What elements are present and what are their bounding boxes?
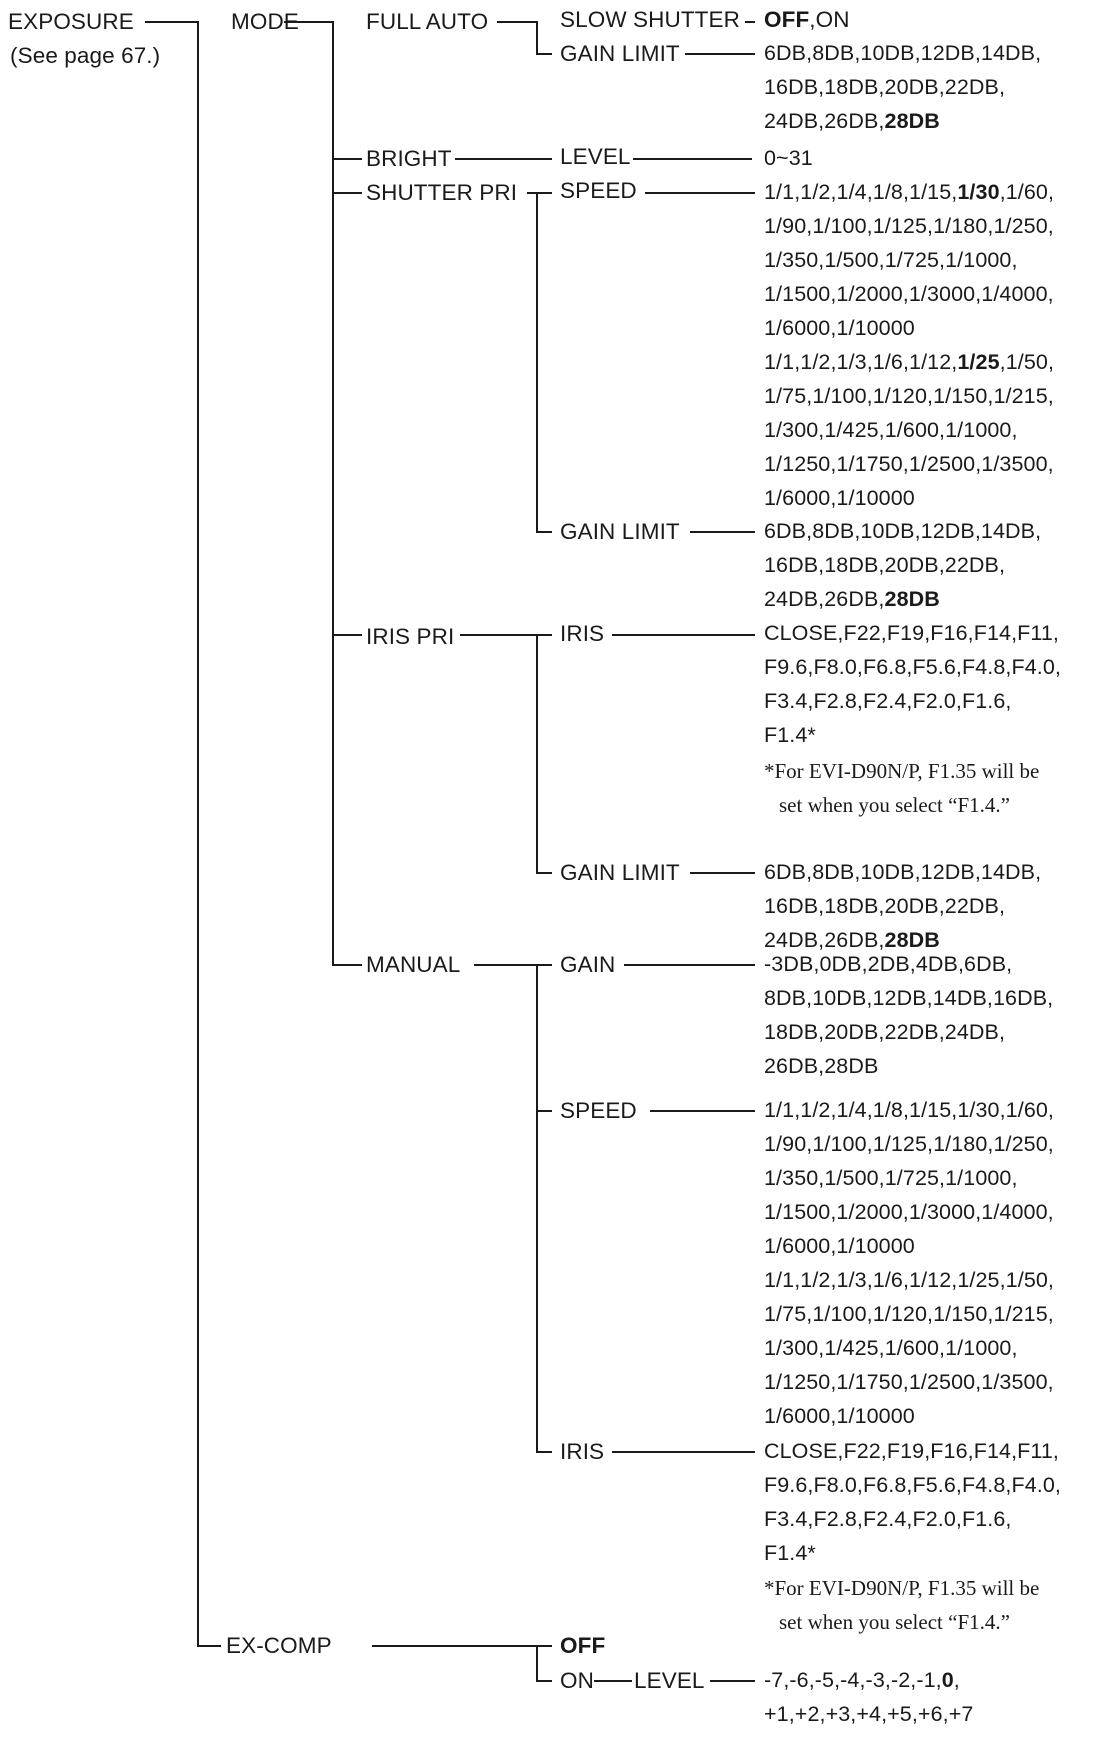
default-value: OFF: [560, 1633, 606, 1658]
connector: [197, 21, 199, 1645]
connector: [145, 21, 199, 23]
iris-values: F1.4*: [764, 723, 816, 747]
gain-values: -3DB,0DB,2DB,4DB,6DB,: [764, 952, 1013, 976]
node-ex-comp-on: ON: [560, 1668, 594, 1693]
node-manual: MANUAL: [366, 952, 461, 977]
gain-limit-values: 16DB,18DB,20DB,22DB,: [764, 553, 1006, 577]
node-iris: IRIS: [560, 621, 605, 646]
speed-values: 1/6000,1/10000: [764, 1234, 915, 1258]
connector: [372, 1645, 552, 1647]
option-value: ON: [815, 7, 850, 32]
default-value: 28DB: [884, 587, 940, 611]
connector: [685, 53, 755, 55]
speed-values: 1/350,1/500,1/725,1/1000,: [764, 1166, 1018, 1190]
connector: [536, 1451, 552, 1453]
default-value: 28DB: [884, 109, 940, 133]
node-level: LEVEL: [560, 144, 631, 169]
connector: [536, 872, 552, 874]
iris-footnote: set when you select “F1.4.”: [779, 1610, 1010, 1634]
connector: [536, 192, 538, 531]
slow-shutter-values: OFF,ON: [764, 7, 850, 32]
node-exposure: EXPOSURE: [8, 9, 134, 34]
connector: [536, 531, 552, 533]
iris-values: F9.6,F8.0,F6.8,F5.6,F4.8,F4.0,: [764, 655, 1061, 679]
value-text: 1/1,1/2,1/4,1/8,1/15,: [764, 180, 958, 204]
node-gain: GAIN: [560, 952, 616, 977]
node-bright: BRIGHT: [366, 146, 452, 171]
connector: [690, 872, 755, 874]
iris-values: CLOSE,F22,F19,F16,F14,F11,: [764, 621, 1059, 645]
connector: [633, 158, 752, 160]
connector: [332, 21, 334, 964]
node-gain-limit: GAIN LIMIT: [560, 41, 680, 66]
node-level: LEVEL: [634, 1668, 705, 1693]
connector: [332, 964, 362, 966]
node-ex-comp: EX-COMP: [226, 1633, 332, 1658]
connector: [497, 21, 538, 23]
connector: [536, 1110, 552, 1112]
iris-values: F9.6,F8.0,F6.8,F5.6,F4.8,F4.0,: [764, 1473, 1061, 1497]
value-text: -7,-6,-5,-4,-3,-2,-1,: [764, 1668, 942, 1692]
gain-limit-values: 6DB,8DB,10DB,12DB,14DB,: [764, 519, 1042, 543]
connector: [536, 21, 538, 53]
gain-limit-values: 16DB,18DB,20DB,22DB,: [764, 75, 1006, 99]
value-text: 24DB,26DB,: [764, 109, 885, 133]
iris-values: F3.4,F2.8,F2.4,F2.0,F1.6,: [764, 689, 1012, 713]
default-value: 28DB: [884, 928, 940, 952]
speed-values: [764, 179, 1054, 206]
connector: [612, 1451, 755, 1453]
speed-values: 1/1,1/2,1/4,1/8,1/15,1/30,1/60,: [764, 1098, 1055, 1122]
speed-values: 1/6000,1/10000: [764, 1404, 915, 1428]
iris-values: CLOSE,F22,F19,F16,F14,F11,: [764, 1439, 1059, 1463]
connector: [536, 634, 538, 872]
iris-footnote: set when you select “F1.4.”: [779, 793, 1010, 817]
gain-limit-values: 6DB,8DB,10DB,12DB,14DB,: [764, 860, 1042, 884]
connector: [650, 1110, 755, 1112]
node-gain-limit: GAIN LIMIT: [560, 860, 680, 885]
node-mode: MODE: [231, 9, 299, 34]
iris-values: F3.4,F2.8,F2.4,F2.0,F1.6,: [764, 1507, 1012, 1531]
connector: [332, 634, 362, 636]
connector: [536, 1645, 538, 1680]
speed-values: 1/75,1/100,1/120,1/150,1/215,: [764, 1302, 1054, 1326]
connector: [332, 192, 362, 194]
speed-values: 1/350,1/500,1/725,1/1000,: [764, 248, 1018, 272]
speed-values: 1/1,1/2,1/3,1/6,1/12,1/25,1/50,: [764, 1268, 1055, 1292]
speed-values: 1/300,1/425,1/600,1/1000,: [764, 1336, 1018, 1360]
connector: [197, 1645, 221, 1647]
speed-values: 1/300,1/425,1/600,1/1000,: [764, 418, 1018, 442]
gain-limit-values: 6DB,8DB,10DB,12DB,14DB,: [764, 41, 1042, 65]
iris-footnote: *For EVI-D90N/P, F1.35 will be: [764, 759, 1040, 783]
connector: [460, 634, 552, 636]
speed-values: [764, 349, 1054, 376]
connector: [455, 158, 552, 160]
page-reference: (See page 67.): [10, 43, 161, 68]
gain-limit-values: 16DB,18DB,20DB,22DB,: [764, 894, 1006, 918]
connector: [536, 964, 538, 1451]
connector: [474, 964, 552, 966]
gain-limit-values: [764, 927, 940, 954]
gain-limit-values: [764, 586, 940, 613]
node-ex-comp-off: [560, 1632, 605, 1659]
gain-values: 18DB,20DB,22DB,24DB,: [764, 1020, 1006, 1044]
connector: [612, 634, 755, 636]
value-text: 24DB,26DB,: [764, 587, 885, 611]
speed-values: 1/6000,1/10000: [764, 486, 915, 510]
value-text: ,1/50,: [999, 350, 1055, 374]
node-iris: IRIS: [560, 1439, 605, 1464]
connector: [594, 1680, 632, 1682]
value-text: 24DB,26DB,: [764, 928, 885, 952]
default-value: OFF: [764, 7, 810, 32]
speed-values: 1/1500,1/2000,1/3000,1/4000,: [764, 1200, 1054, 1224]
connector: [536, 192, 552, 194]
connector: [536, 53, 552, 55]
iris-values: F1.4*: [764, 1541, 816, 1565]
node-speed: SPEED: [560, 1098, 637, 1123]
speed-values: 1/6000,1/10000: [764, 316, 915, 340]
default-value: 1/30: [957, 180, 1000, 204]
speed-values: 1/90,1/100,1/125,1/180,1/250,: [764, 214, 1054, 238]
speed-values: 1/1500,1/2000,1/3000,1/4000,: [764, 282, 1054, 306]
node-iris-pri: IRIS PRI: [366, 624, 455, 649]
gain-limit-values: [764, 108, 940, 135]
speed-values: 1/1250,1/1750,1/2500,1/3500,: [764, 452, 1054, 476]
connector: [745, 21, 755, 23]
value-text: 1/1,1/2,1/3,1/6,1/12,: [764, 350, 958, 374]
node-gain-limit: GAIN LIMIT: [560, 519, 680, 544]
connector: [645, 192, 755, 194]
default-value: 0: [941, 1668, 954, 1692]
level-values: +1,+2,+3,+4,+5,+6,+7: [764, 1702, 974, 1726]
iris-footnote: *For EVI-D90N/P, F1.35 will be: [764, 1576, 1040, 1600]
value-text: ,1/60,: [999, 180, 1055, 204]
connector: [536, 1680, 552, 1682]
default-value: 1/25: [957, 350, 1000, 374]
connector: [332, 158, 362, 160]
connector: [624, 964, 755, 966]
level-range: 0~31: [764, 146, 813, 170]
node-speed: SPEED: [560, 178, 637, 203]
gain-values: 8DB,10DB,12DB,14DB,16DB,: [764, 986, 1054, 1010]
level-values: [764, 1667, 960, 1694]
value-text: ,: [953, 1668, 960, 1692]
gain-values: 26DB,28DB: [764, 1054, 879, 1078]
node-shutter-pri: SHUTTER PRI: [366, 180, 518, 205]
speed-values: 1/75,1/100,1/120,1/150,1/215,: [764, 384, 1054, 408]
connector: [690, 531, 755, 533]
node-full-auto: FULL AUTO: [366, 9, 489, 34]
speed-values: 1/1250,1/1750,1/2500,1/3500,: [764, 1370, 1054, 1394]
speed-values: 1/90,1/100,1/125,1/180,1/250,: [764, 1132, 1054, 1156]
connector: [710, 1680, 755, 1682]
node-slow-shutter: SLOW SHUTTER: [560, 7, 740, 32]
